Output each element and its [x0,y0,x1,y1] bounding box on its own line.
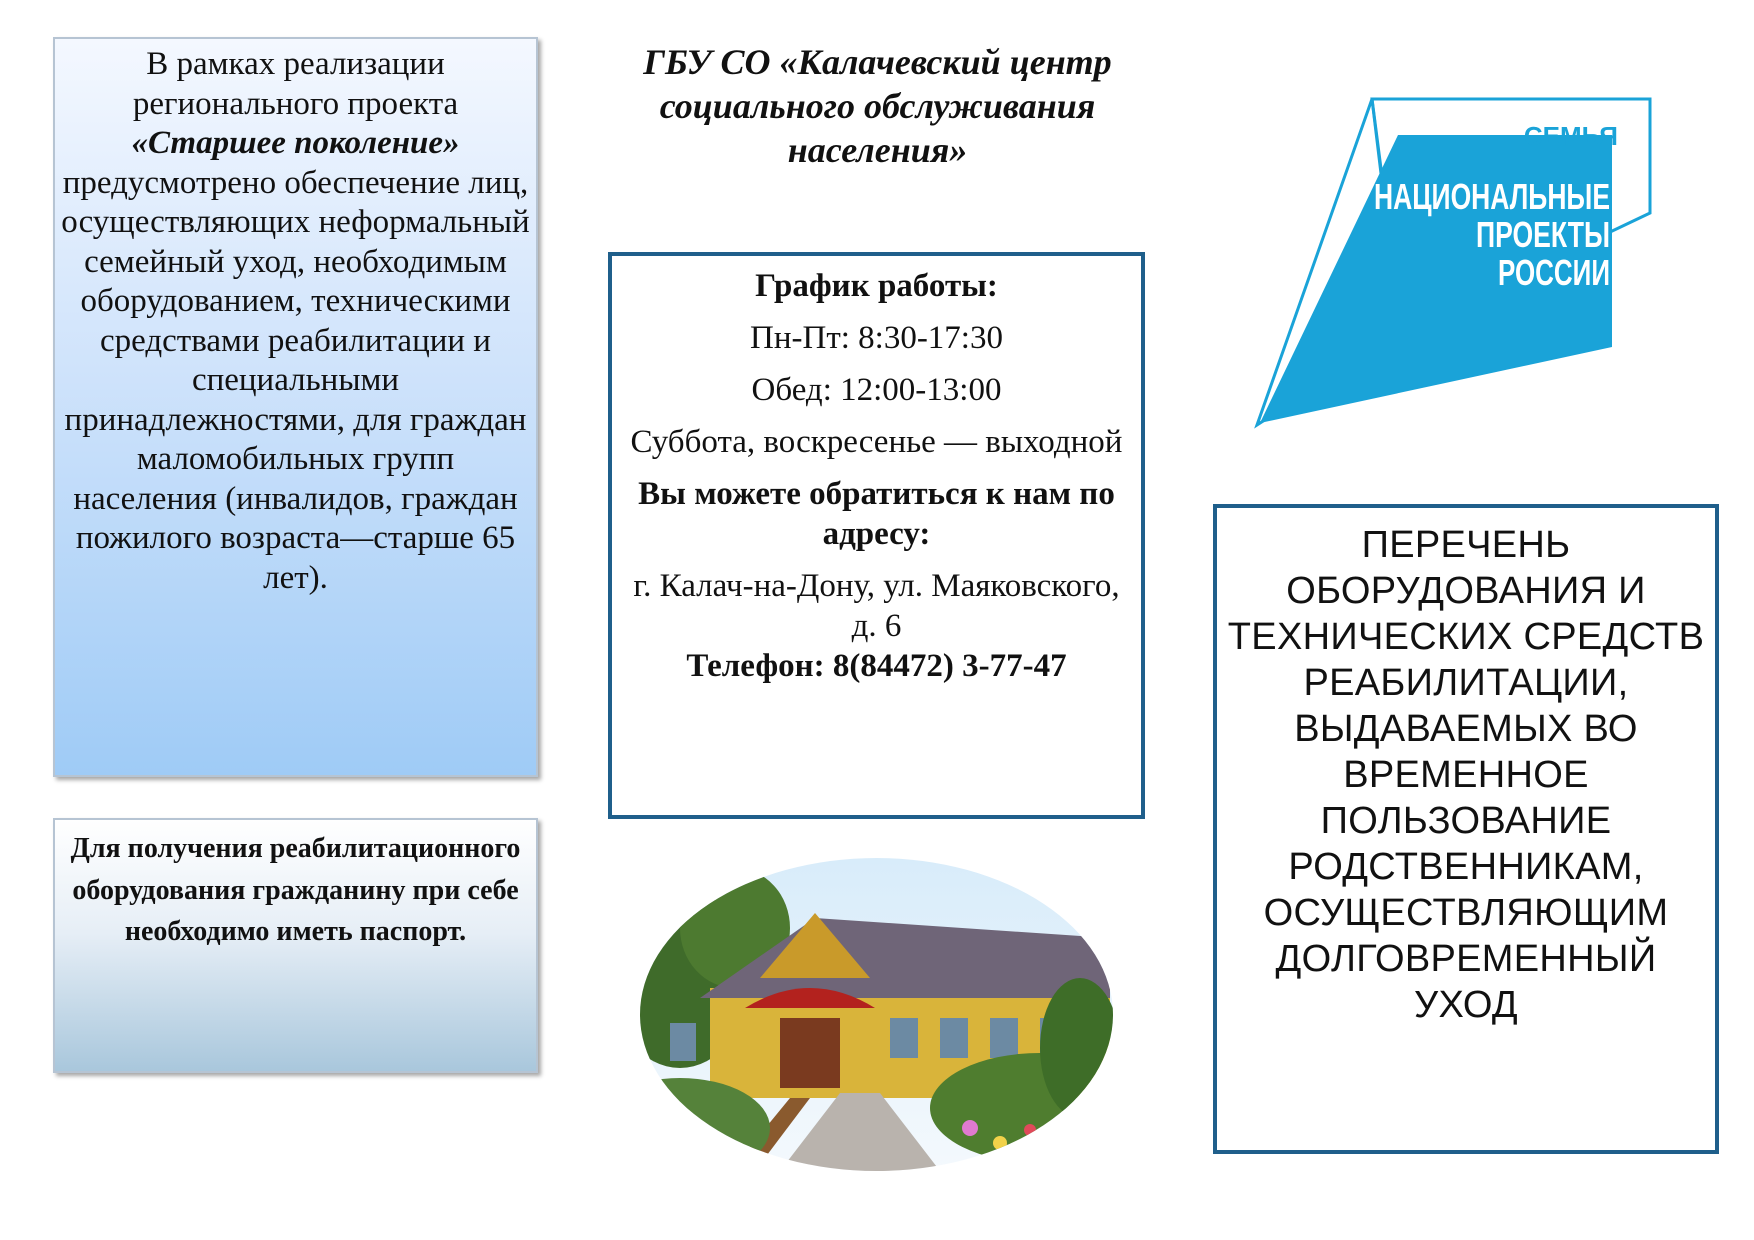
logo-line1: НАЦИОНАЛЬНЫЕ [1374,176,1610,217]
address-heading: Вы можете обратиться к нам по адресу: [638,476,1115,552]
project-info-box [53,37,538,777]
passport-notice-text: Для получения реабилитационного оборудования гражданину при себе необходимо иметь паспорт. [70,833,521,947]
logo-line2: ПРОЕКТЫ [1476,214,1610,255]
organization-title: ГБУ СО «Калачевский центр социального обслуживания населения» [643,42,1112,170]
logo-family-label: СЕМЬЯ [1523,121,1618,151]
project-description: предусмотрено обеспечение лиц, осуществляющих неформальный семейный уход, необходимым оборудованием, техническими средствами реабилитации и специальными принадлежностями, для граждан маломобильных групп населения (инвалидов, граждан пожилого возраста—старше 65 лет). [61,164,530,596]
project-name: «Старшее поколение» [131,125,460,161]
schedule-weekdays: Пн-Пт: 8:30-17:30 [750,320,1003,356]
project-intro-line2: регионального проекта [132,85,459,122]
national-projects-logo [1250,95,1660,425]
logo-line3: РОССИИ [1498,252,1610,293]
schedule-box [608,252,1145,819]
address-text: г. Калач-на-Дону, ул. Маяковского, д. 6 [633,568,1120,644]
schedule-lunch: Обед: 12:00-13:00 [751,372,1002,408]
passport-notice-box [53,818,538,1073]
equipment-list-title-box [1213,504,1719,1154]
building-photo [640,858,1113,1171]
schedule-heading: График работы: [755,268,998,304]
phone-number: Телефон: 8(84472) 3-77-47 [686,648,1067,684]
equipment-list-title: ПЕРЕЧЕНЬ ОБОРУДОВАНИЯ И ТЕХНИЧЕСКИХ СРЕДСТВ РЕАБИЛИТАЦИИ, ВЫДАВАЕМЫХ ВО ВРЕМЕННОЕ ПОЛЬЗОВАНИЕ РОДСТВЕННИКАМ, ОСУЩЕСТВЛЯЮЩИМ ДОЛГОВРЕМЕННЫЙ УХОД [1227,524,1705,1026]
schedule-weekend: Суббота, воскресенье — выходной [630,424,1123,460]
project-intro-line1: В рамках реализации [146,46,445,82]
